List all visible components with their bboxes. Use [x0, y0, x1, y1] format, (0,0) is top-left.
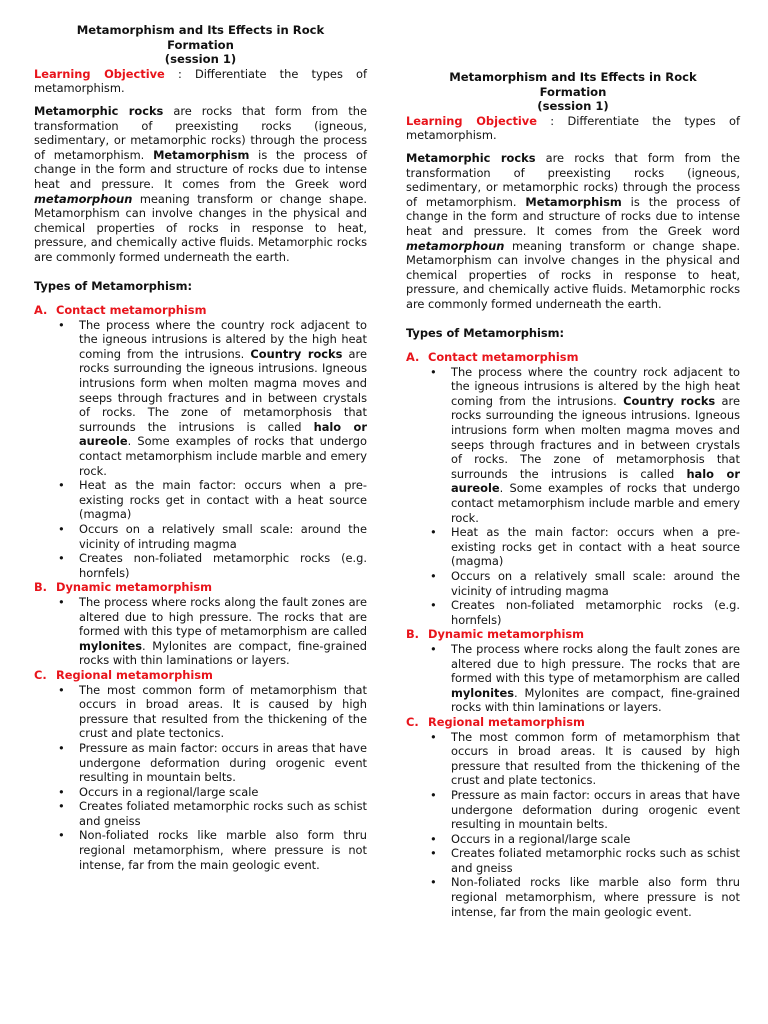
objective-label: Learning Objective [406, 113, 537, 128]
list-item: • Heat as the main factor: occurs when a pre-existing rocks get in contact with a heat source (magma) [430, 525, 740, 569]
bullet-icon: • [58, 551, 65, 566]
section-heading-regional: C. Regional metamorphism [34, 667, 213, 682]
list-item: • The process where rocks along the fault zones are altered due to high pressure. The rocks that are formed with this type of metamorphism are called mylonites. Mylonites are compact, fine-grained rocks with thin laminations or layers. [58, 594, 367, 668]
types-heading: Types of Metamorphism: [406, 325, 565, 340]
list-item: • Occurs in a regional/large scale [58, 784, 259, 799]
bullet-icon: • [58, 682, 65, 697]
list-item: • Non-foliated rocks like marble also form thru regional metamorphism, where pressure is not intense, far from the main geologic event. [430, 875, 740, 919]
bullet-icon: • [430, 525, 437, 540]
objective-label: Learning Objective [34, 66, 165, 81]
list-item: • Occurs in a regional/large scale [430, 831, 631, 846]
bullet-icon: • [430, 875, 437, 890]
list-item: • The most common form of metamorphism that occurs in broad areas. It is caused by high pressure that resulted from the thickening of the crust and plate tectonics. [58, 682, 367, 741]
bullet-icon: • [430, 641, 437, 656]
bullet-icon: • [58, 522, 65, 536]
bullet-icon: • [430, 598, 437, 613]
section-heading-contact: A. Contact metamorphism [406, 350, 579, 365]
contact-bullet-list [34, 318, 367, 581]
bullet-icon: • [58, 478, 65, 493]
bullet-icon: • [430, 729, 437, 744]
list-item: • The most common form of metamorphism that occurs in broad areas. It is caused by high pressure that resulted from the thickening of the crust and plate tectonics. [430, 729, 740, 788]
objective-text: : Differentiate the types of metamorphism. [34, 66, 368, 96]
bullet-icon: • [58, 740, 65, 755]
term-metamorphoun: metamorphoun [406, 238, 505, 253]
bullet-icon: • [430, 787, 437, 802]
objective-text: : Differentiate the types of metamorphism. [406, 113, 740, 143]
doc-title-line1: Metamorphism and Its Effects in Rock [449, 70, 697, 84]
learning-objective [34, 67, 367, 96]
term-metamorphoun: metamorphoun [34, 191, 133, 206]
bullet-icon: • [430, 364, 437, 379]
list-item: • Creates foliated metamorphic rocks such as schist and gneiss [430, 846, 740, 875]
list-item: • Creates non-foliated metamorphic rocks (e.g. hornfels) [430, 598, 740, 627]
term-metamorphism: Metamorphism [153, 147, 250, 162]
document-copy-right [406, 70, 740, 919]
bullet-icon: • [58, 784, 65, 799]
list-item: • The process where rocks along the fault zones are altered due to high pressure. The rocks that are formed with this type of metamorphism are called mylonites. Mylonites are compact, fine-grained rocks with thin laminations or layers. [430, 641, 740, 715]
term-metamorphic-rocks: Metamorphic rocks [34, 103, 164, 118]
document-copy-left [34, 23, 367, 872]
section-heading-regional: C. Regional metamorphism [406, 714, 585, 729]
doc-title-line2: Formation [539, 84, 607, 99]
list-item: • Occurs on a relatively small scale: around the vicinity of intruding magma [430, 569, 740, 598]
term-metamorphism: Metamorphism [525, 194, 622, 209]
bullet-icon: • [430, 831, 437, 846]
doc-title-line3: (session 1) [164, 52, 237, 67]
dynamic-bullet-list [34, 595, 367, 668]
term-metamorphic-rocks: Metamorphic rocks [406, 150, 536, 165]
list-item: • Non-foliated rocks like marble also form thru regional metamorphism, where pressure is not intense, far from the main geologic event. [58, 828, 367, 872]
contact-bullet-list [406, 365, 740, 628]
bullet-icon: • [58, 317, 65, 332]
list-item: • The process where the country rock adjacent to the igneous intrusions is altered by the high heat coming from the intrusions. Country rocks are rocks surrounding the igneous intrusions. Igneous intrusions form when molten magma moves and seeps through fractures and in between crystals of rocks. The zone of metamorphosis that surrounds the intrusions is called halo or aureole. Some examples of rocks that undergo contact metamorphism include marble and emery rock. [58, 317, 367, 478]
bullet-icon: • [58, 594, 65, 609]
list-item: • Creates non-foliated metamorphic rocks (e.g. hornfels) [58, 551, 367, 580]
section-heading-dynamic: B. Dynamic metamorphism [406, 627, 585, 642]
list-item: • Creates foliated metamorphic rocks such as schist and gneiss [58, 799, 367, 828]
list-item: • The process where the country rock adjacent to the igneous intrusions is altered by the high heat coming from the intrusions. Country rocks are rocks surrounding the igneous intrusions. Igneous intrusions form when molten magma moves and seeps through fractures and in between crystals of rocks. The zone of metamorphosis that surrounds the intrusions is called halo or aureole. Some examples of rocks that undergo contact metamorphism include marble and emery rock. [430, 364, 740, 525]
list-item: • Pressure as main factor: occurs in areas that have undergone deformation during orogenic event resulting in mountain belts. [430, 787, 740, 832]
regional-bullet-list [34, 683, 367, 873]
bullet-icon: • [430, 569, 437, 583]
bullet-icon: • [58, 799, 65, 814]
doc-title-line2: Formation [167, 37, 234, 52]
section-heading-dynamic: B. Dynamic metamorphism [34, 580, 213, 595]
doc-title-line3: (session 1) [537, 99, 609, 114]
intro-paragraph: Metamorphic rocks are rocks that form from the transformation of preexisting rocks (igneous, sedimentary, or metamorphic rocks) through the process of metamorphism. Metamorphism is the process of change in the form and structure of rocks due to intense heat and pressure. It comes from the Greek word metamorphoun meaning transform or change shape. Metamorphism can involve changes in the physical and chemical properties of rocks in response to heat, pressure, and chemically active fluids. Metamorphic rocks are commonly formed underneath the earth. [406, 150, 740, 311]
list-item: • Pressure as main factor: occurs in areas that have undergone deformation during orogenic event resulting in mountain belts. [58, 740, 367, 785]
list-item: • Occurs on a relatively small scale: around the vicinity of intruding magma [58, 522, 367, 551]
regional-bullet-list [406, 730, 740, 920]
learning-objective [406, 114, 740, 143]
bullet-icon: • [58, 828, 65, 843]
intro-paragraph: Metamorphic rocks are rocks that form from the transformation of preexisting rocks (igneous, sedimentary, or metamorphic rocks) through the process of metamorphism. Metamorphism is the process of change in the form and structure of rocks due to intense heat and pressure. It comes from the Greek word metamorphoun meaning transform or change shape. Metamorphism can involve changes in the physical and chemical properties of rocks in response to heat, pressure, and chemically active fluids. Metamorphic rocks are commonly formed underneath the earth. [34, 103, 367, 264]
dynamic-bullet-list [406, 642, 740, 715]
doc-title-line1: Metamorphism and Its Effects in Rock [76, 23, 325, 37]
bullet-icon: • [430, 846, 437, 861]
section-heading-contact: A. Contact metamorphism [34, 303, 207, 318]
types-heading: Types of Metamorphism: [34, 278, 193, 293]
list-item: • Heat as the main factor: occurs when a pre-existing rocks get in contact with a heat source (magma) [58, 478, 367, 522]
